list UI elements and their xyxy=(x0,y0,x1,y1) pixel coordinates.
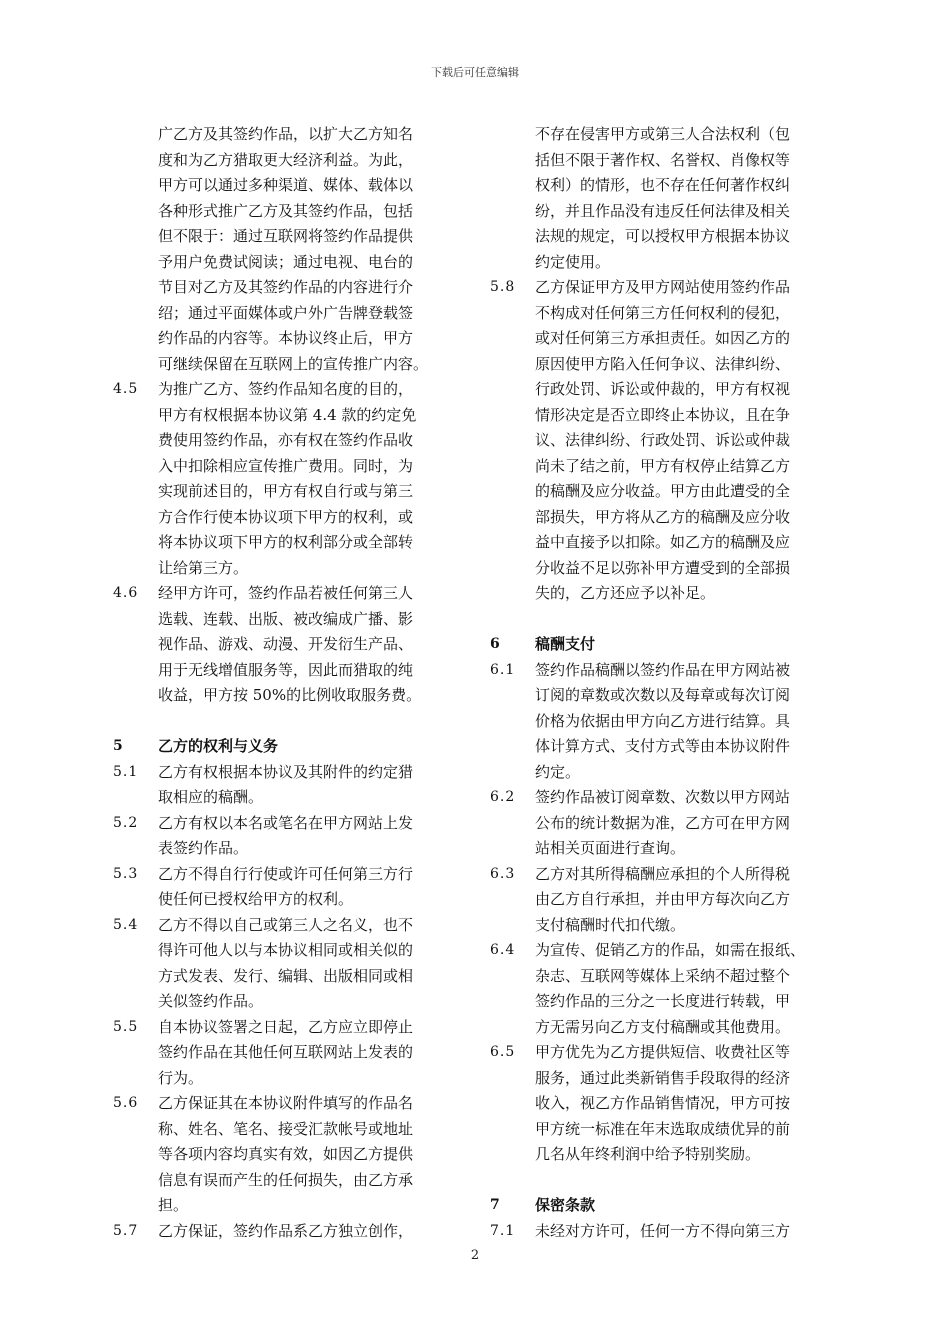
clause-text: 取相应的稿酬。 xyxy=(158,788,264,806)
text-line xyxy=(113,530,458,556)
text-line xyxy=(490,275,835,301)
text-line xyxy=(490,224,835,250)
clause-text: 自本协议签署之日起，乙方应立即停止 xyxy=(158,1017,414,1036)
section-heading xyxy=(113,734,458,760)
text-line xyxy=(490,326,835,352)
clause-number: 7 xyxy=(490,1197,501,1213)
section-heading xyxy=(490,632,835,658)
clause-number: 5.4 xyxy=(113,916,139,933)
text-line xyxy=(490,632,835,658)
text-line xyxy=(113,250,458,276)
text-line xyxy=(490,683,835,709)
clause-text: 站相关页面进行查询。 xyxy=(535,839,686,857)
text-line xyxy=(113,403,458,429)
clause-block xyxy=(113,1015,458,1092)
text-line xyxy=(490,658,835,684)
clause-text: 分收益不足以弥补甲方遭受到的全部损 xyxy=(535,558,791,577)
clause-text: 议、法律纠纷、行政处罚、诉讼或仲裁 xyxy=(535,431,791,449)
text-line xyxy=(490,709,835,735)
clause-text: 收益，甲方按 50%的比例收取服务费。 xyxy=(158,686,422,704)
clause-number: 5.8 xyxy=(490,279,516,295)
clause-text: 视作品、游戏、动漫、开发衍生产品、 xyxy=(158,635,414,653)
clause-block xyxy=(490,785,835,862)
clause-text: 未经对方许可，任何一方不得向第三方 xyxy=(535,1221,791,1240)
text-line xyxy=(490,428,835,454)
clause-text: 价格为依据由甲方向乙方进行结算。具 xyxy=(535,711,791,730)
clause-number: 5.3 xyxy=(113,865,139,882)
text-line xyxy=(113,1168,458,1194)
text-line xyxy=(490,479,835,505)
text-line xyxy=(490,1040,835,1066)
page-number: 2 xyxy=(470,1248,480,1263)
clause-text: 行为。 xyxy=(158,1068,204,1087)
clause-text: 为宣传、促销乙方的作品，如需在报纸、 xyxy=(535,941,806,959)
text-line xyxy=(490,1219,835,1245)
text-line xyxy=(490,454,835,480)
clause-text: 经甲方许可，签约作品若被任何第三人 xyxy=(158,584,414,602)
text-line xyxy=(490,785,835,811)
clause-text: 实现前述目的，甲方有权自行或与第三 xyxy=(158,482,414,500)
clause-text: 原因使甲方陷入任何争议、法律纠纷、 xyxy=(535,354,791,373)
clause-text: 称、姓名、笔名、接受汇款帐号或地址 xyxy=(158,1119,414,1138)
clause-text: 纷，并且作品没有违反任何法律及相关 xyxy=(535,201,791,220)
text-line xyxy=(113,964,458,990)
clause-block xyxy=(113,913,458,1015)
clause-text: 等各项内容均真实有效，如因乙方提供 xyxy=(158,1145,414,1163)
clause-text: 部损失，甲方将从乙方的稿酬及应分收 xyxy=(535,507,791,526)
clause-text: 体计算方式、支付方式等由本协议附件 xyxy=(535,737,791,755)
text-line xyxy=(113,913,458,939)
clause-block xyxy=(490,1040,835,1168)
clause-number: 6 xyxy=(490,636,501,652)
text-line xyxy=(113,556,458,582)
clause-text: 各种形式推广乙方及其签约作品，包括 xyxy=(158,201,414,220)
text-line xyxy=(113,785,458,811)
clause-block xyxy=(113,1091,458,1219)
clause-text: 约定。 xyxy=(535,762,581,781)
text-line xyxy=(113,1117,458,1143)
clause-block xyxy=(490,275,835,607)
clause-text: 甲方优先为乙方提供短信、收费社区等 xyxy=(535,1043,791,1061)
clause-number: 4.5 xyxy=(113,381,139,397)
clause-number: 5.5 xyxy=(113,1018,139,1035)
section-heading xyxy=(490,1193,835,1219)
clause-text: 乙方不得自行行使或许可任何第三方行 xyxy=(158,864,414,883)
text-line xyxy=(490,403,835,429)
clause-text: 将本协议项下甲方的权利部分或全部转 xyxy=(158,533,414,551)
clause-number: 5.7 xyxy=(113,1222,139,1239)
clause-block xyxy=(113,1219,458,1245)
text-line xyxy=(113,224,458,250)
clause-text: 签约作品的三分之一长度进行转载，甲 xyxy=(535,992,791,1010)
clause-text: 入中扣除相应宣传推广费用。同时，为 xyxy=(158,456,414,475)
clause-text: 担。 xyxy=(158,1196,189,1214)
clause-text: 但不限于：通过互联网将签约作品提供 xyxy=(158,227,414,245)
clause-text: 予用户免费试阅读；通过电视、电台的 xyxy=(158,252,414,271)
text-line xyxy=(490,1015,835,1041)
text-line xyxy=(490,505,835,531)
text-line xyxy=(113,326,458,352)
clause-text: 情形决定是否立即终止本协议，且在争 xyxy=(535,405,791,424)
clause-text: 信息有误而产生的任何损失，由乙方承 xyxy=(158,1170,414,1189)
clause-text: 甲方可以通过多种渠道、媒体、载体以 xyxy=(158,176,414,194)
clause-text: 费使用签约作品，亦有权在签约作品收 xyxy=(158,431,414,449)
text-line xyxy=(113,938,458,964)
clause-text: 或对任何第三方承担责任。如因乙方的 xyxy=(535,329,791,347)
text-line xyxy=(490,836,835,862)
clause-block xyxy=(113,811,458,862)
clause-text: 括但不限于著作权、名誉权、肖像权等 xyxy=(535,150,791,169)
clause-text: 行政处罚、诉讼或仲裁的，甲方有权视 xyxy=(535,380,791,398)
left-column xyxy=(113,122,458,1244)
text-line xyxy=(113,836,458,862)
clause-block xyxy=(113,862,458,913)
clause-number: 6.1 xyxy=(490,661,516,678)
clause-block xyxy=(490,122,835,275)
clause-text: 乙方保证，签约作品系乙方独立创作， xyxy=(158,1221,414,1240)
text-line xyxy=(113,683,458,709)
clause-text: 乙方对其所得稿酬应承担的个人所得税 xyxy=(535,864,791,883)
clause-number: 5.2 xyxy=(113,814,139,831)
text-line xyxy=(490,301,835,327)
clause-text: 方合作行使本协议项下甲方的权利，或 xyxy=(158,507,414,526)
text-line xyxy=(490,734,835,760)
text-line xyxy=(490,122,835,148)
clause-text: 可继续保留在互联网上的宣传推广内容。 xyxy=(158,354,429,373)
text-line xyxy=(490,1117,835,1143)
text-line xyxy=(113,1015,458,1041)
text-line xyxy=(490,530,835,556)
text-line xyxy=(490,811,835,837)
clause-text: 甲方统一标准在年末选取成绩优异的前 xyxy=(535,1119,791,1138)
clause-text: 关似签约作品。 xyxy=(158,992,264,1010)
clause-number: 5.6 xyxy=(113,1095,139,1111)
clause-text: 表签约作品。 xyxy=(158,839,249,857)
clause-number: 6.3 xyxy=(490,865,516,882)
clause-number: 4.6 xyxy=(113,585,139,601)
text-line xyxy=(113,377,458,403)
text-line xyxy=(113,1219,458,1245)
clause-block xyxy=(113,581,458,709)
clause-text: 收入，视乙方作品销售情况，甲方可按 xyxy=(535,1094,791,1112)
clause-text: 签约作品被订阅章数、次数以甲方网站 xyxy=(535,788,791,806)
text-line xyxy=(113,1091,458,1117)
clause-text: 公布的统计数据为准，乙方可在甲方网 xyxy=(535,813,791,832)
clause-text: 支付稿酬时代扣代缴。 xyxy=(535,915,686,934)
clause-text: 乙方保证甲方及甲方网站使用签约作品 xyxy=(535,278,791,296)
clause-text: 签约作品稿酬以签约作品在甲方网站被 xyxy=(535,660,791,679)
clause-text: 尚未了结之前，甲方有权停止结算乙方 xyxy=(535,456,791,475)
blank-line xyxy=(490,607,835,633)
text-line xyxy=(490,760,835,786)
text-line xyxy=(490,862,835,888)
clause-text: 方式发表、发行、编辑、出版相同或相 xyxy=(158,966,414,985)
clause-text: 乙方的权利与义务 xyxy=(158,737,279,755)
text-line xyxy=(490,1091,835,1117)
blank-line xyxy=(490,1168,835,1194)
text-line xyxy=(113,734,458,760)
clause-text: 乙方有权以本名或笔名在甲方网站上发 xyxy=(158,813,414,832)
text-line xyxy=(113,581,458,607)
clause-text: 使任何已授权给甲方的权利。 xyxy=(158,890,354,908)
clause-text: 不构成对任何第三方任何权利的侵犯， xyxy=(535,303,791,322)
page-header: 下载后可任意编辑 xyxy=(431,66,519,79)
text-line xyxy=(113,352,458,378)
blank-line xyxy=(113,709,458,735)
clause-block xyxy=(113,377,458,581)
clause-number: 5 xyxy=(113,738,124,754)
clause-text: 不存在侵害甲方或第三人合法权利（包 xyxy=(535,125,791,143)
clause-text: 乙方有权根据本协议及其附件的约定猎 xyxy=(158,762,414,781)
clause-text: 节目对乙方及其签约作品的内容进行介 xyxy=(158,278,414,296)
text-line xyxy=(113,887,458,913)
clause-number: 6.5 xyxy=(490,1044,516,1060)
text-line xyxy=(113,1040,458,1066)
clause-text: 由乙方自行承担，并由甲方每次向乙方 xyxy=(535,890,791,908)
text-line xyxy=(490,173,835,199)
clause-text: 失的，乙方还应予以补足。 xyxy=(535,584,716,602)
clause-text: 乙方保证其在本协议附件填写的作品名 xyxy=(158,1094,414,1112)
text-line xyxy=(113,658,458,684)
text-line xyxy=(490,887,835,913)
clause-text: 杂志、互联网等媒体上采纳不超过整个 xyxy=(535,966,791,985)
clause-block xyxy=(113,122,458,377)
clause-text: 稿酬支付 xyxy=(535,635,596,653)
text-line xyxy=(113,454,458,480)
clause-text: 甲方有权根据本协议第 4.4 款的约定免 xyxy=(158,405,417,424)
text-line xyxy=(113,862,458,888)
clause-text: 几名从年终利润中给予特别奖励。 xyxy=(535,1145,761,1163)
text-line xyxy=(490,1066,835,1092)
text-line xyxy=(113,301,458,327)
clause-block xyxy=(490,938,835,1040)
clause-block xyxy=(113,760,458,811)
text-line xyxy=(490,989,835,1015)
clause-text: 约作品的内容等。本协议终止后，甲方 xyxy=(158,329,414,347)
text-line xyxy=(113,1142,458,1168)
clause-text: 度和为乙方猎取更大经济利益。为此， xyxy=(158,150,414,169)
text-line xyxy=(113,760,458,786)
clause-text: 服务，通过此类新销售手段取得的经济 xyxy=(535,1068,791,1087)
clause-text: 选载、连载、出版、被改编成广播、影 xyxy=(158,609,414,628)
text-line xyxy=(113,632,458,658)
clause-text: 得许可他人以与本协议相同或相关似的 xyxy=(158,941,414,959)
clause-text: 广乙方及其签约作品，以扩大乙方知名 xyxy=(158,125,414,143)
clause-number: 5.1 xyxy=(113,763,139,780)
text-line xyxy=(490,148,835,174)
clause-text: 签约作品在其他任何互联网站上发表的 xyxy=(158,1043,414,1061)
text-line xyxy=(490,377,835,403)
text-line xyxy=(113,122,458,148)
text-line xyxy=(490,1193,835,1219)
clause-text: 用于无线增值服务等，因此而猎取的纯 xyxy=(158,660,414,679)
clause-text: 绍；通过平面媒体或户外广告牌登载签 xyxy=(158,303,414,322)
text-line xyxy=(113,199,458,225)
text-line xyxy=(113,607,458,633)
text-line xyxy=(490,352,835,378)
text-line xyxy=(113,1066,458,1092)
clause-number: 7.1 xyxy=(490,1222,516,1239)
text-line xyxy=(113,173,458,199)
text-line xyxy=(490,250,835,276)
clause-text: 方无需另向乙方支付稿酬或其他费用。 xyxy=(535,1017,791,1036)
clause-block xyxy=(490,658,835,786)
clause-text: 保密条款 xyxy=(535,1196,596,1214)
clause-number: 6.2 xyxy=(490,789,516,805)
clause-text: 约定使用。 xyxy=(535,252,611,271)
text-line xyxy=(490,913,835,939)
clause-block xyxy=(490,1219,835,1245)
text-line xyxy=(113,505,458,531)
right-column xyxy=(490,122,835,1244)
clause-text: 益中直接予以扣除。如乙方的稿酬及应 xyxy=(535,533,791,551)
text-line xyxy=(113,479,458,505)
clause-text: 权利）的情形，也不存在任何著作权纠 xyxy=(535,176,791,194)
text-line xyxy=(490,556,835,582)
text-line xyxy=(490,964,835,990)
text-line xyxy=(113,275,458,301)
text-line xyxy=(113,1193,458,1219)
clause-text: 乙方不得以自己或第三人之名义，也不 xyxy=(158,915,414,934)
clause-block xyxy=(490,862,835,939)
clause-text: 的稿酬及应分收益。甲方由此遭受的全 xyxy=(535,482,791,500)
text-line xyxy=(490,581,835,607)
text-line xyxy=(490,1142,835,1168)
clause-text: 法规的规定，可以授权甲方根据本协议 xyxy=(535,227,791,245)
text-line xyxy=(113,989,458,1015)
clause-number: 6.4 xyxy=(490,942,516,958)
text-line xyxy=(490,199,835,225)
text-line xyxy=(113,148,458,174)
text-line xyxy=(113,428,458,454)
text-line xyxy=(113,811,458,837)
text-line xyxy=(490,938,835,964)
clause-text: 订阅的章数或次数以及每章或每次订阅 xyxy=(535,686,791,704)
clause-text: 让给第三方。 xyxy=(158,558,249,577)
clause-text: 为推广乙方、签约作品知名度的目的， xyxy=(158,380,414,398)
